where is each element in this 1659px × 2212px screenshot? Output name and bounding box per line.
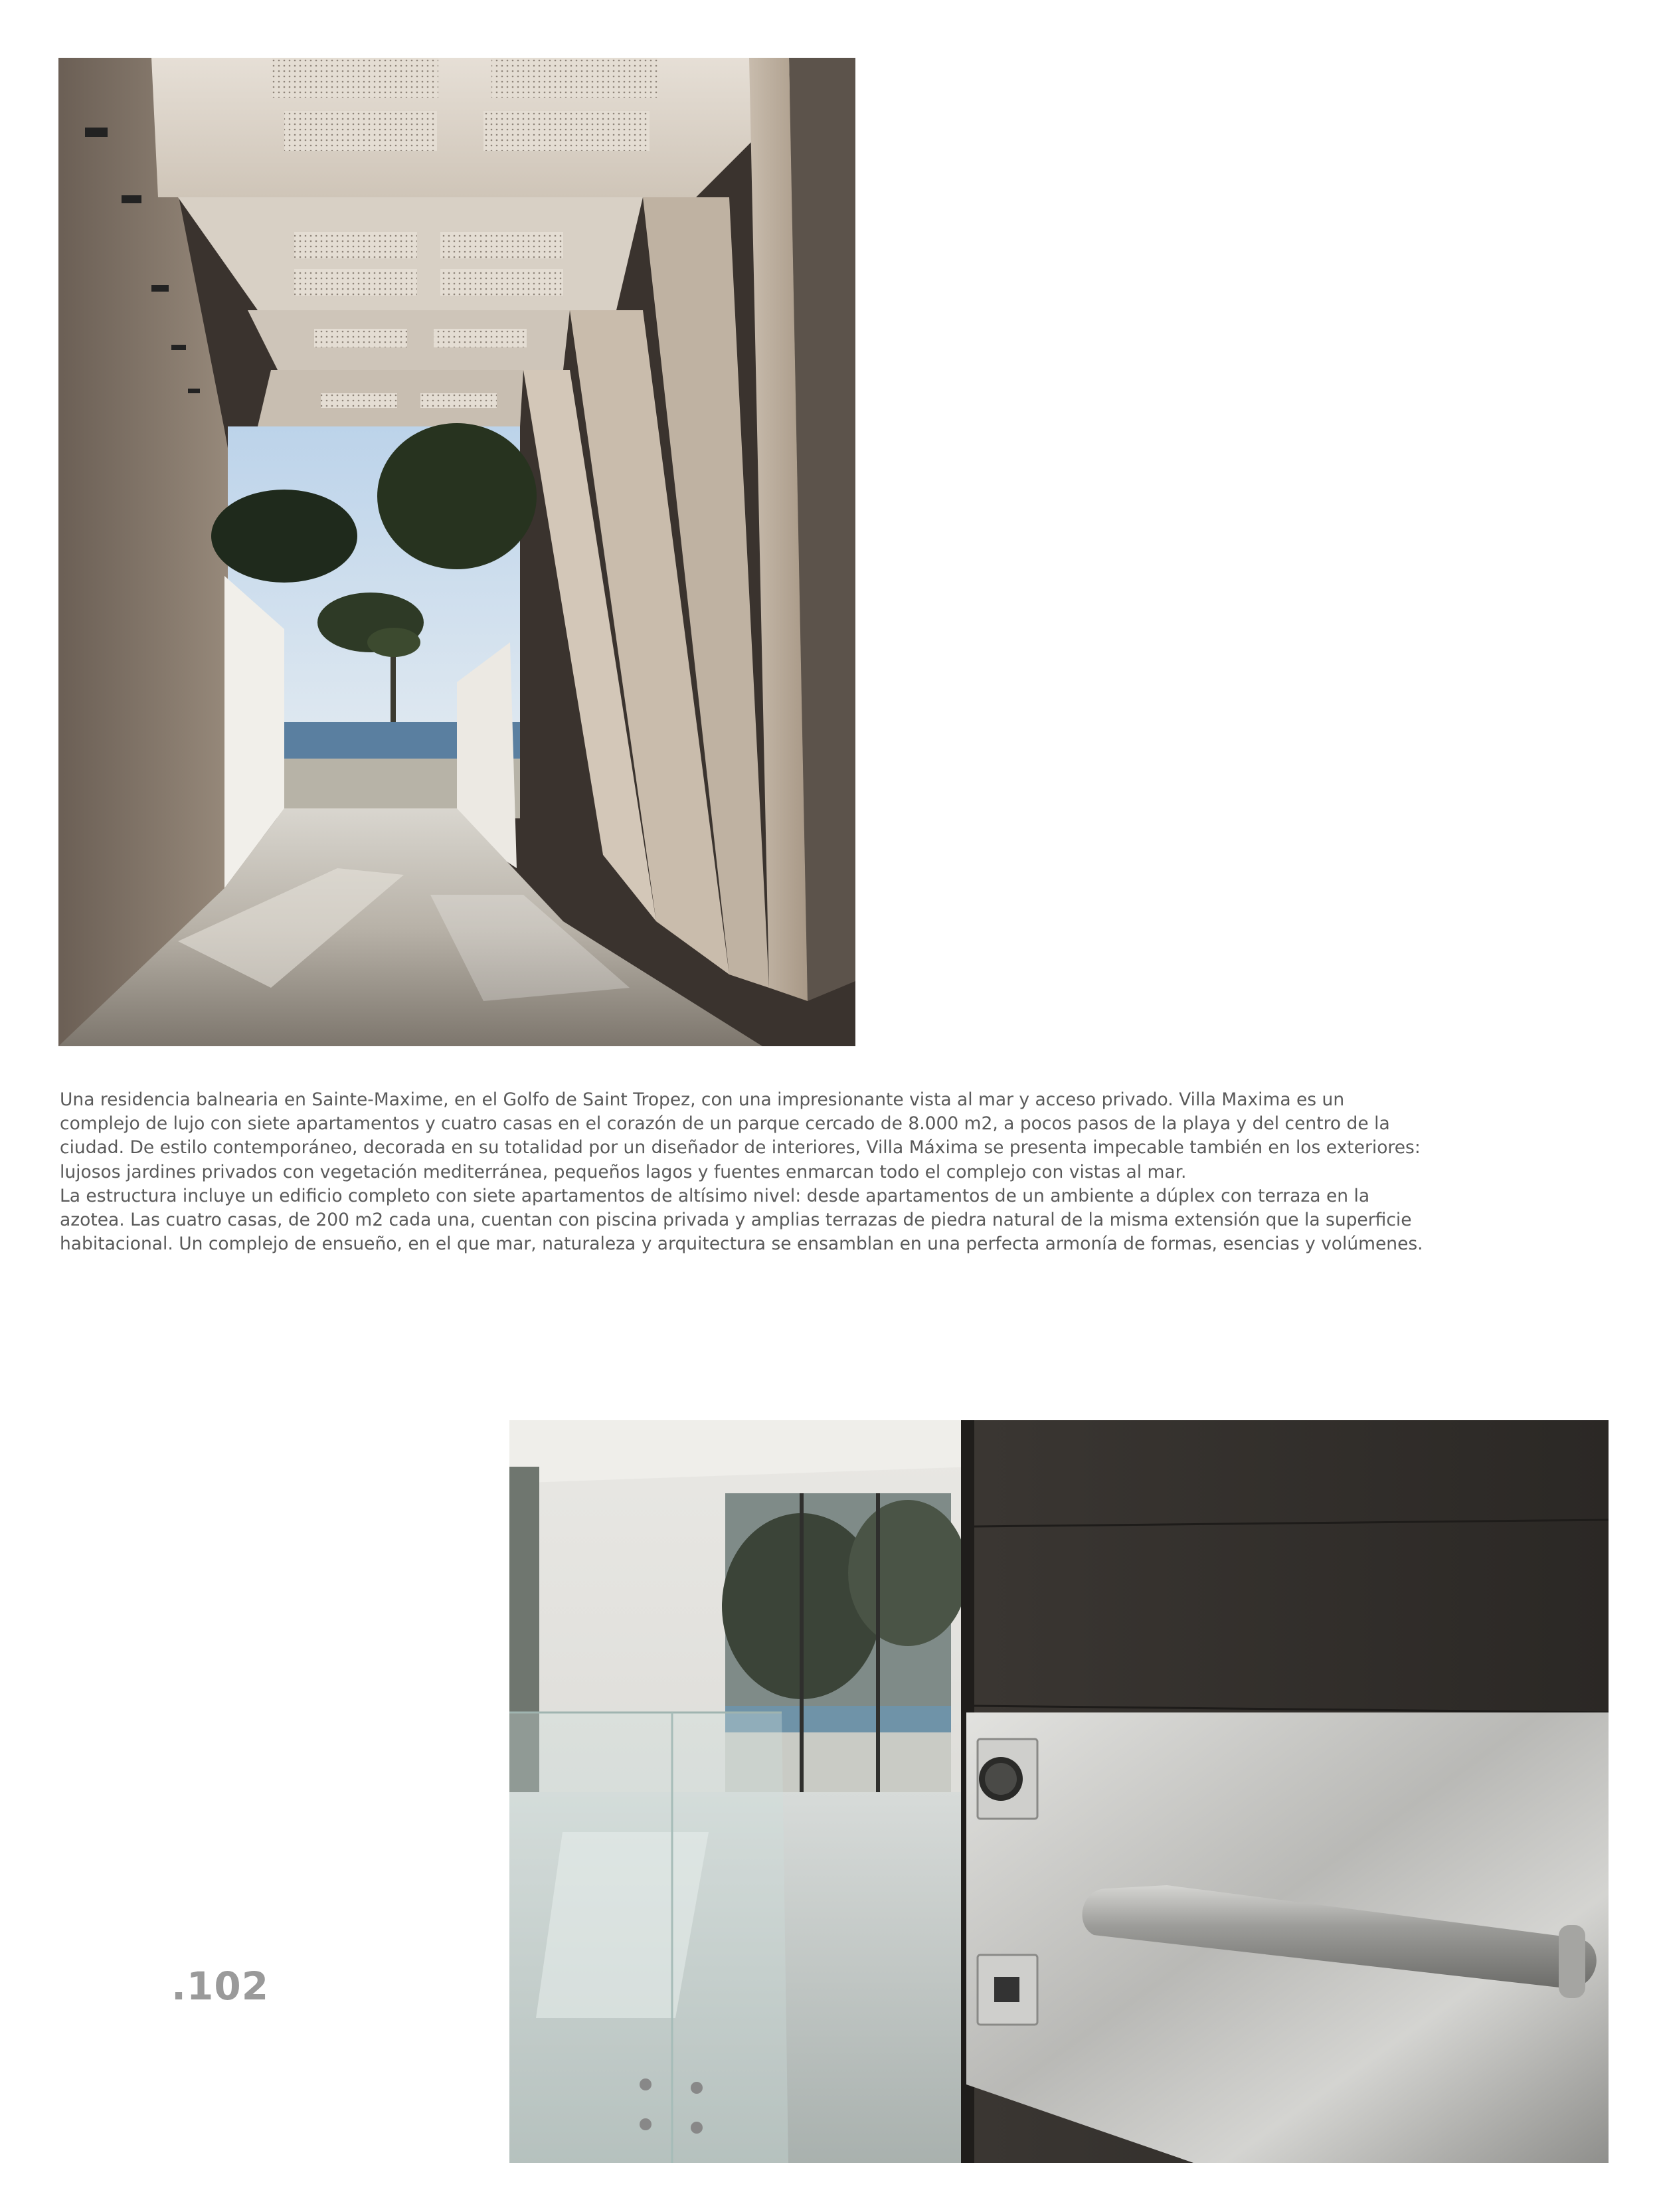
paragraph-1: Una residencia balnearia en Sainte-Maxime, en el Golfo de Saint Tropez, con una impresionante vista al mar y acceso privado. Villa Maxima es un complejo de lujo con siete apartamentos y cuatro casas en el corazón de un parque cercado de 8.000 m2, a pocos pasos de la playa y del centro de la ciudad. De estilo contemporáneo, decorada en su totalidad por un diseñador de interiores, Villa Máxima se presenta impecable también en los exteriores: lujosos jardines privados con vegetación mediterránea, pequeños lagos y fuentes enmarcan todo el complejo con vistas al mar. — [60, 1089, 1421, 1182]
page-number: .102 — [171, 1964, 270, 2009]
door-handle-photo — [509, 1420, 1609, 2163]
article-body — [60, 1088, 1428, 1256]
corridor-photo — [58, 58, 855, 1046]
paragraph-2: La estructura incluye un edificio completo con siete apartamentos de altísimo nivel: desde apartamentos de un ambiente a dúplex con terraza en la azotea. Las cuatro casas, de 200 m2 cada una, cuentan con piscina privada y amplias terrazas de piedra natural de la misma extensión que la superficie habitacional. Un complejo de ensueño, en el que mar, naturaleza y arquitectura se ensamblan en una perfecta armonía de formas, esencias y volúmenes. — [60, 1185, 1423, 1255]
